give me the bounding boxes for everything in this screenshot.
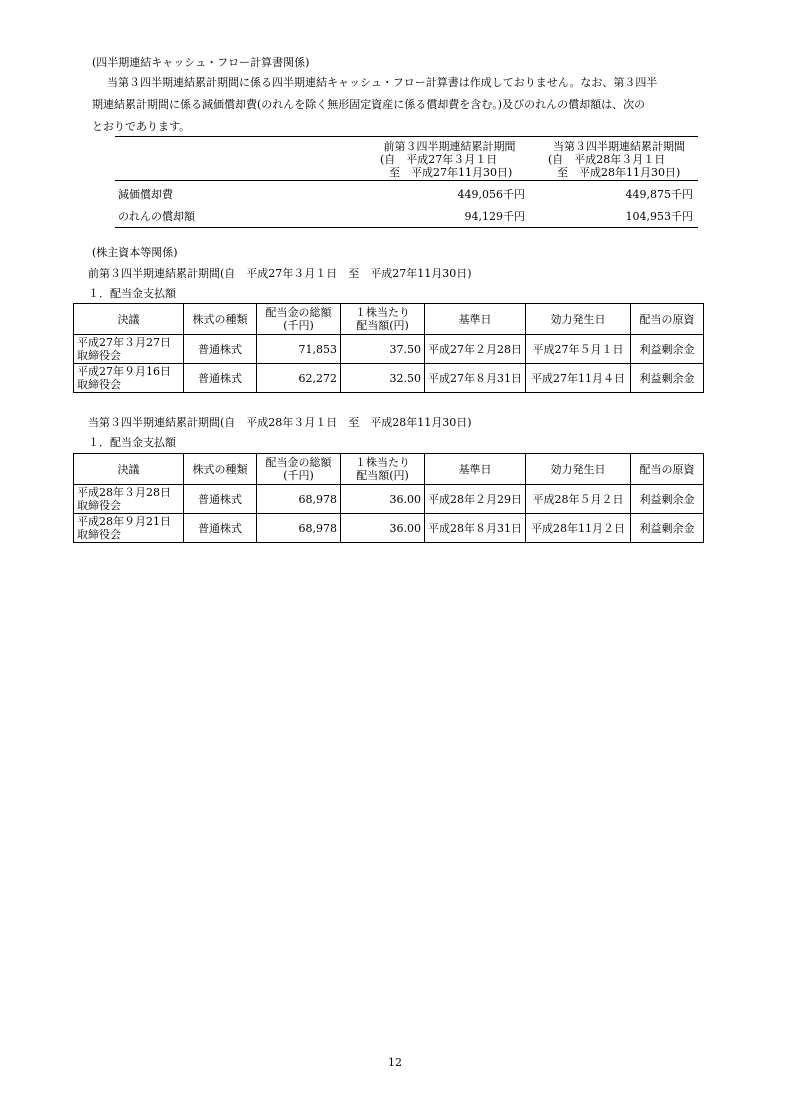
header-curr-line3: 至 平成28年11月30日) <box>557 166 681 179</box>
curr-dividend-table <box>73 453 704 543</box>
header-prev-line2: (自 平成27年３月１日 <box>380 153 498 166</box>
share-type-cell: 普通株式 <box>184 514 257 543</box>
goodwill-prev-value: 94,129千円 <box>464 210 525 223</box>
depreciation-top-rule <box>115 136 698 137</box>
effective-date-cell: 平成27年11月４日 <box>526 364 631 393</box>
record-date-cell: 平成28年８月31日 <box>425 514 526 543</box>
header-total-line2: (千円) <box>283 469 314 482</box>
table-row <box>74 335 704 364</box>
header-effective-date: 効力発生日 <box>526 454 631 485</box>
per-share-cell: 36.00 <box>341 485 425 514</box>
header-total-line1: 配当金の総額 <box>265 456 332 469</box>
table-header-row <box>74 454 704 485</box>
header-total-line1: 配当金の総額 <box>265 306 332 319</box>
source-cell: 利益剰余金 <box>631 514 704 543</box>
cashflow-heading: (四半期連結キャッシュ・フロー計算書関係) <box>92 56 310 69</box>
equity-heading: (株主資本等関係) <box>92 246 178 259</box>
cashflow-paragraph-line3: とおりであります。 <box>92 120 191 133</box>
header-source: 配当の原資 <box>631 454 704 485</box>
per-share-cell: 37.50 <box>341 335 425 364</box>
header-resolution: 決議 <box>74 454 184 485</box>
header-per-share-line2: 配当額(円) <box>356 469 409 482</box>
share-type-cell: 普通株式 <box>184 364 257 393</box>
header-prev-line3: 至 平成27年11月30日) <box>389 166 513 179</box>
curr-period-label: 当第３四半期連結累計期間(自 平成28年３月１日 至 平成28年11月30日) <box>88 416 472 429</box>
depreciation-prev-value: 449,056千円 <box>457 188 525 201</box>
effective-date-cell: 平成28年５月２日 <box>526 485 631 514</box>
resolution-cell <box>74 364 184 393</box>
depreciation-bottom-rule <box>115 227 698 228</box>
header-curr-line1: 当第３四半期連結累計期間 <box>553 140 685 153</box>
record-date-cell: 平成28年２月29日 <box>425 485 526 514</box>
resolution-body: 取締役会 <box>77 378 121 391</box>
record-date-cell: 平成27年２月28日 <box>425 335 526 364</box>
effective-date-cell: 平成27年５月１日 <box>526 335 631 364</box>
table-row <box>74 485 704 514</box>
share-type-cell: 普通株式 <box>184 335 257 364</box>
depreciation-label: 減価償却費 <box>118 188 173 201</box>
table-row <box>74 514 704 543</box>
header-per-share-line1: １株当たり <box>355 456 410 469</box>
source-cell: 利益剰余金 <box>631 485 704 514</box>
header-effective-date: 効力発生日 <box>526 304 631 335</box>
per-share-cell: 32.50 <box>341 364 425 393</box>
table-header-row <box>74 304 704 335</box>
header-prev-line1: 前第３四半期連結累計期間 <box>383 140 516 153</box>
depreciation-header-rule <box>115 180 698 181</box>
total-cell: 71,853 <box>257 335 341 364</box>
goodwill-label: のれんの償却額 <box>118 210 195 223</box>
depreciation-header-curr <box>540 140 698 179</box>
header-share-type: 株式の種類 <box>184 454 257 485</box>
resolution-cell <box>74 514 184 543</box>
table-row <box>74 364 704 393</box>
record-date-cell: 平成27年８月31日 <box>425 364 526 393</box>
resolution-date: 平成28年３月28日 <box>77 486 171 499</box>
header-curr-line2: (自 平成28年３月１日 <box>548 153 666 166</box>
resolution-date: 平成28年９月21日 <box>77 515 171 528</box>
prev-section-title: １．配当金支払額 <box>88 287 176 300</box>
per-share-cell: 36.00 <box>341 514 425 543</box>
total-cell: 68,978 <box>257 485 341 514</box>
total-cell: 68,978 <box>257 514 341 543</box>
header-total <box>257 454 341 485</box>
resolution-body: 取締役会 <box>77 528 121 541</box>
depreciation-curr-value: 449,875千円 <box>625 188 693 201</box>
source-cell: 利益剰余金 <box>631 335 704 364</box>
resolution-cell <box>74 485 184 514</box>
resolution-cell <box>74 335 184 364</box>
curr-section-title: １．配当金支払額 <box>88 436 176 449</box>
prev-period-label: 前第３四半期連結累計期間(自 平成27年３月１日 至 平成27年11月30日) <box>88 267 472 280</box>
header-share-type: 株式の種類 <box>184 304 257 335</box>
resolution-body: 取締役会 <box>77 349 121 362</box>
source-cell: 利益剰余金 <box>631 364 704 393</box>
resolution-date: 平成27年９月16日 <box>77 365 171 378</box>
header-per-share-line1: １株当たり <box>355 306 410 319</box>
header-total-line2: (千円) <box>283 319 314 332</box>
cashflow-paragraph-line1: 当第３四半期連結累計期間に係る四半期連結キャッシュ・フロー計算書は作成しておりません。なお、第３四半 <box>107 76 658 89</box>
resolution-body: 取締役会 <box>77 499 121 512</box>
header-total <box>257 304 341 335</box>
header-record-date: 基準日 <box>425 454 526 485</box>
header-record-date: 基準日 <box>425 304 526 335</box>
resolution-date: 平成27年３月27日 <box>77 336 171 349</box>
header-source: 配当の原資 <box>631 304 704 335</box>
header-per-share-line2: 配当額(円) <box>356 319 409 332</box>
page-number: 12 <box>388 1056 402 1069</box>
share-type-cell: 普通株式 <box>184 485 257 514</box>
goodwill-curr-value: 104,953千円 <box>625 210 693 223</box>
cashflow-paragraph-line2: 期連結累計期間に係る減価償却費(のれんを除く無形固定資産に係る償却費を含む。)及びのれんの償却額は、次の <box>92 98 646 111</box>
prev-dividend-table <box>73 303 704 393</box>
header-per-share <box>341 304 425 335</box>
effective-date-cell: 平成28年11月２日 <box>526 514 631 543</box>
header-resolution: 決議 <box>74 304 184 335</box>
header-per-share <box>341 454 425 485</box>
depreciation-header-prev <box>372 140 527 179</box>
total-cell: 62,272 <box>257 364 341 393</box>
